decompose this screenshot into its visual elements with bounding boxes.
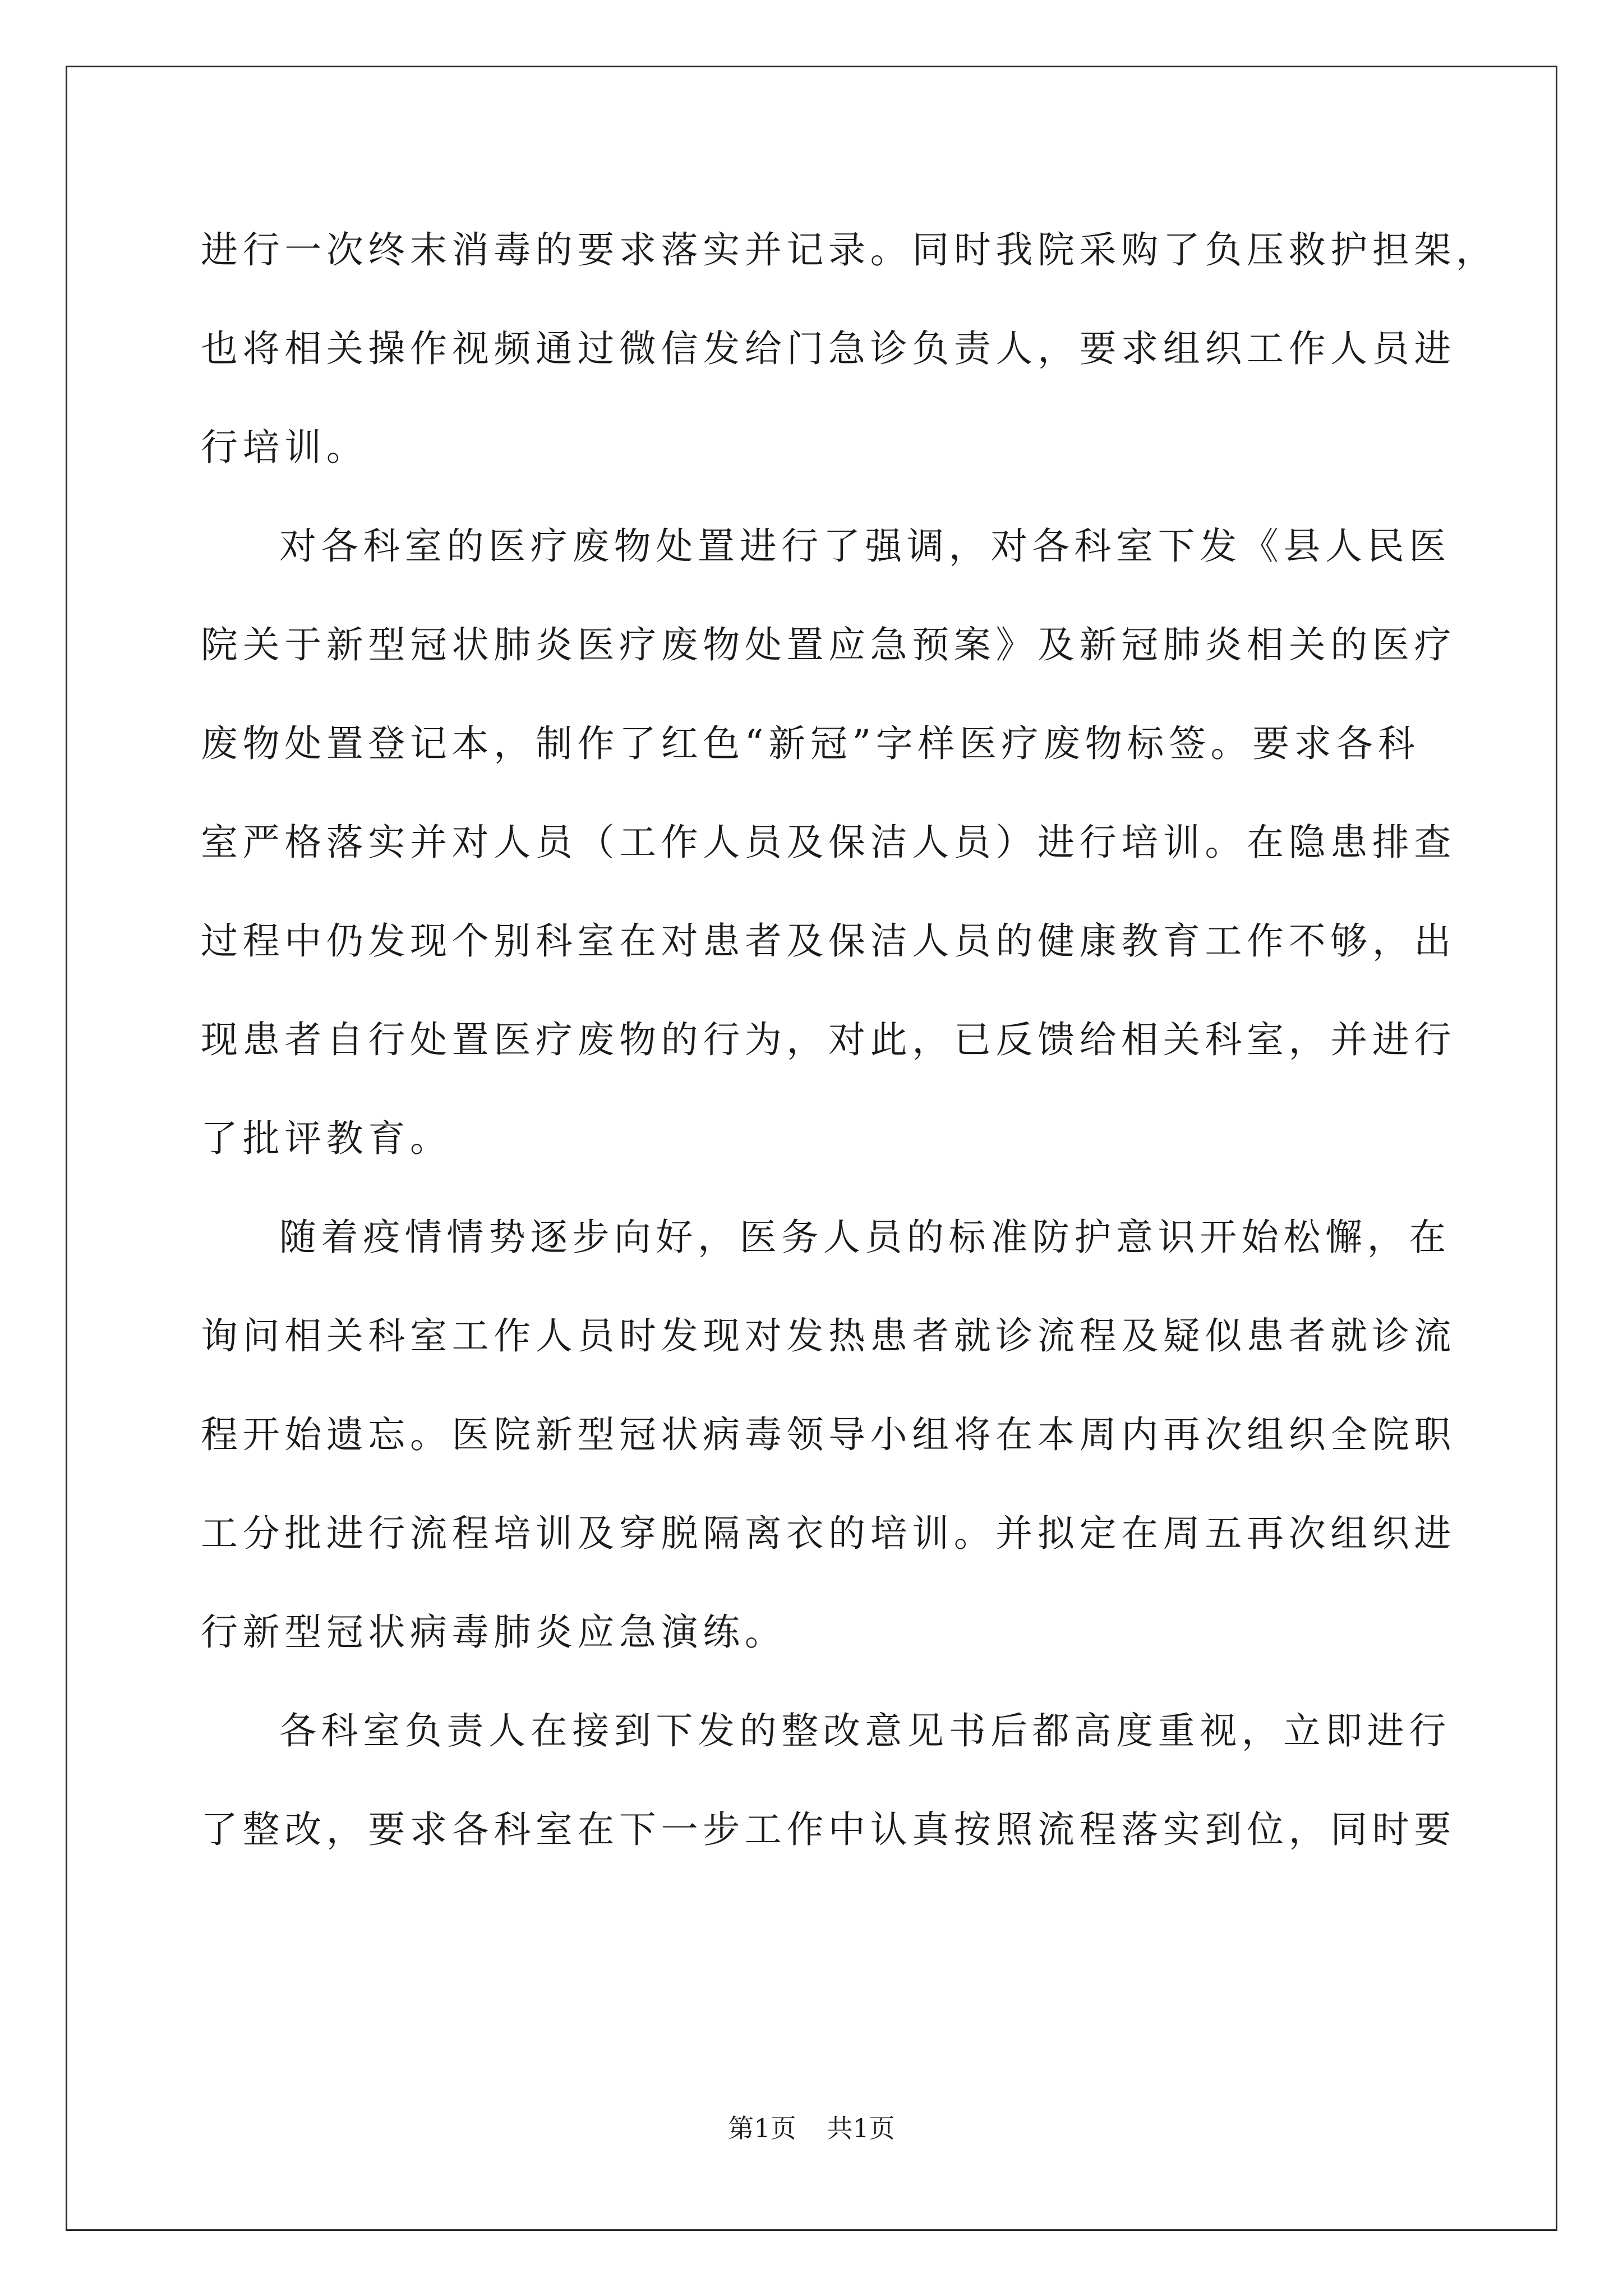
text-line: 进行一次终末消毒的要求落实并记录。同时我院采购了负压救护担架， <box>201 228 1498 272</box>
text-line: 了整改，要求各科室在下一步工作中认真按照流程落实到位，同时要 <box>201 1808 1456 1851</box>
text-line: 了批评教育。 <box>201 1117 452 1160</box>
page-footer <box>0 2108 1623 2145</box>
text-line: 过程中仍发现个别科室在对患者及保洁人员的健康教育工作不够，出 <box>201 919 1456 963</box>
document-body <box>201 201 1498 1879</box>
text-line: 也将相关操作视频通过微信发给门急诊负责人，要求组织工作人员进 <box>201 327 1456 370</box>
text-line: 现患者自行处置医疗废物的行为，对此，已反馈给相关科室，并进行 <box>201 1018 1456 1061</box>
text-line: 询问相关科室工作人员时发现对发热患者就诊流程及疑似患者就诊流 <box>201 1314 1456 1358</box>
text-line: 室严格落实并对人员（工作人员及保洁人员）进行培训。在隐患排查 <box>201 821 1456 864</box>
page-number-total: 共1页 <box>827 2113 895 2143</box>
paragraph-first-line: 各科室负责人在接到下发的整改意见书后都高度重视，立即进行 <box>279 1709 1451 1752</box>
text-line: 院关于新型冠状肺炎医疗废物处置应急预案》及新冠肺炎相关的医疗 <box>201 623 1456 666</box>
text-line: 废物处置登记本，制作了红色“新冠”字样医疗废物标签。要求各科 <box>201 722 1420 765</box>
page-number-current: 第1页 <box>728 2113 796 2143</box>
text-line: 程开始遗忘。医院新型冠状病毒领导小组将在本周内再次组织全院职 <box>201 1413 1456 1456</box>
text-line: 行新型冠状病毒肺炎应急演练。 <box>201 1611 787 1654</box>
paragraph-first-line: 随着疫情情势逐步向好，医务人员的标准防护意识开始松懈，在 <box>279 1216 1451 1259</box>
text-line: 工分批进行流程培训及穿脱隔离衣的培训。并拟定在周五再次组织进 <box>201 1512 1456 1555</box>
paragraph-first-line: 对各科室的医疗废物处置进行了强调，对各科室下发《县人民医 <box>279 524 1451 568</box>
text-line: 行培训。 <box>201 426 368 469</box>
